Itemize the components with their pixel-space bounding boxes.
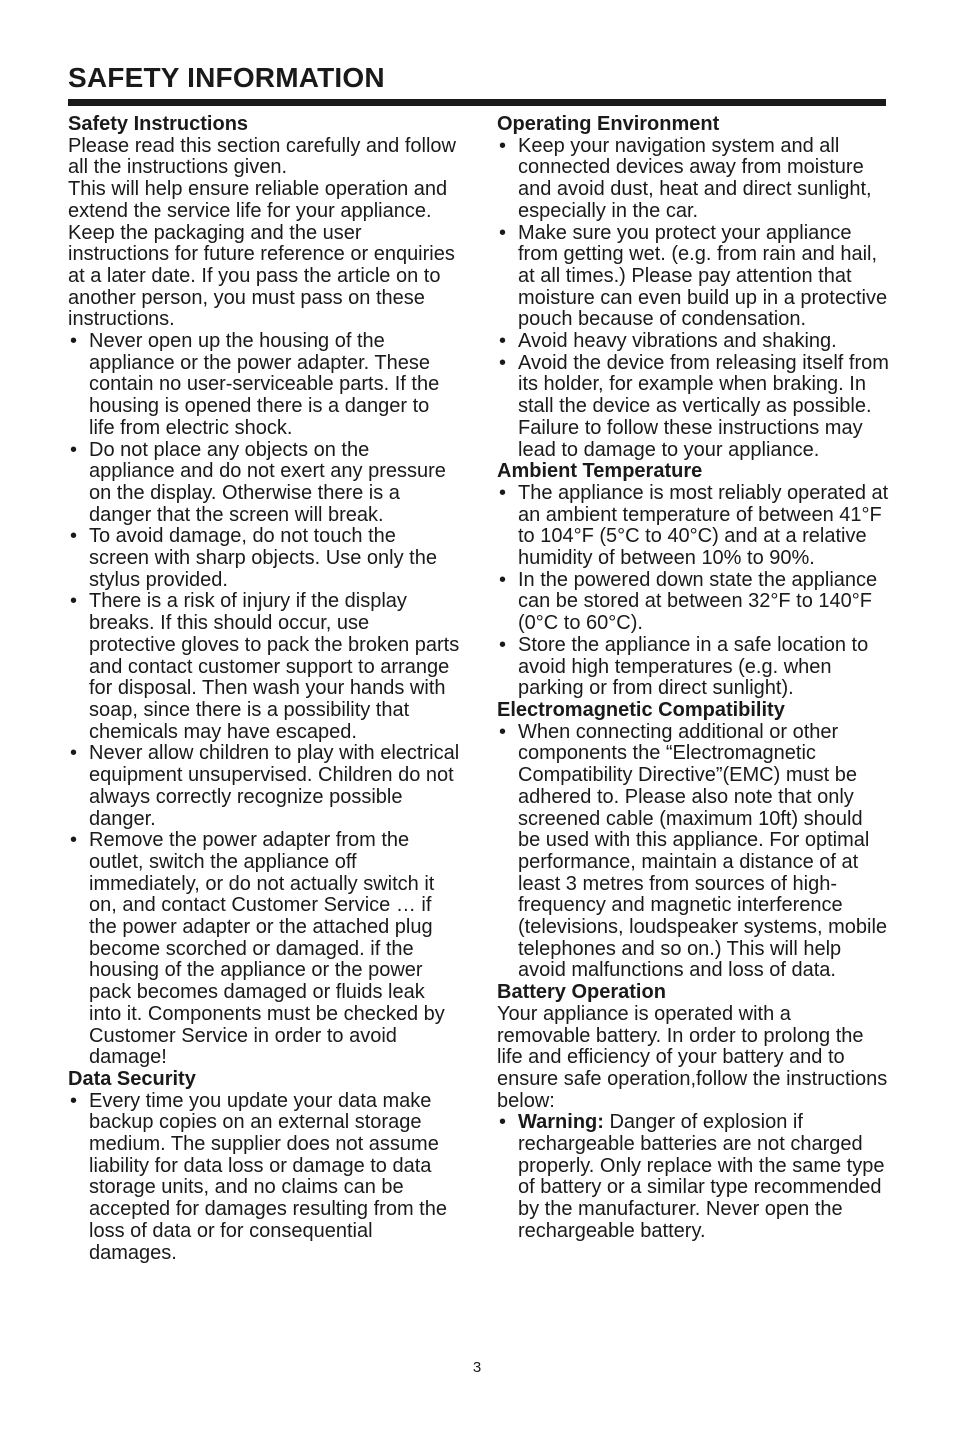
battery-bullet-list xyxy=(497,1112,889,1242)
list-item xyxy=(497,353,889,462)
ambient-temperature-heading: Ambient Temperature xyxy=(497,460,703,483)
safety-bullet-list xyxy=(68,331,460,1069)
list-item: • Store the appliance in a safe location to avoid high temperatures (e.g. when parking or from direct sunlight). xyxy=(497,635,889,700)
list-item: • Keep your navigation system and all connected devices away from moisture and avoid dust, heat and direct sunlight, especially in the car. xyxy=(497,136,889,223)
data-security-heading: Data Security xyxy=(68,1067,196,1090)
list-item: • There is a risk of injury if the display breaks. If this should occur, use protective gloves to pack the broken parts and contact customer support to arrange for disposal. Then wash your hands with soap, since there is a possibility that chemicals may have escaped. xyxy=(68,591,460,743)
list-item: • The appliance is most reliably operated at an ambient temperature of between 41°F to 104°F (5°C to 40°C) and at a relative humidity of between 10% to 90%. xyxy=(497,483,889,570)
left-column xyxy=(68,114,460,1264)
list-item: • Never allow children to play with electrical equipment unsupervised. Children do not always correctly recognize possible danger. xyxy=(68,743,460,830)
list-item: • Do not place any objects on the appliance and do not exert any pressure on the display. Otherwise there is a danger that the screen will break. xyxy=(68,440,460,527)
ambient-bullet-list xyxy=(497,483,889,700)
operating-environment-heading: Operating Environment xyxy=(497,113,720,135)
safety-instructions-heading: Safety Instructions xyxy=(68,113,249,135)
list-item-text: Avoid the device from releasing itself from its holder, for example when braking. In stall the device as vertically as possible. xyxy=(518,351,889,418)
list-item-note: Failure to follow these instructions may lead to damage to your appliance. xyxy=(518,416,863,461)
list-item: • Every time you update your data make backup copies on an external storage medium. The supplier does not assume liability for data loss or damage to data storage units, and no claims can be accepted for damages resulting from the loss of data or for consequential damages. xyxy=(68,1091,460,1265)
list-item: • Avoid heavy vibrations and shaking. xyxy=(497,331,889,353)
title-rule xyxy=(68,99,886,106)
list-item: • Remove the power adapter from the outlet, switch the appliance off immediately, or do not actually switch it on, and contact Customer Service … if the power adapter or the attached plug become scorched or damaged. if the housing of the appliance or the power pack becomes damaged or fluids leak into it. Components must be checked by Customer Service in order to avoid damage! xyxy=(68,830,460,1069)
list-item: • When connecting additional or other components the “Electromagnetic Compatibility Directive”(EMC) must be adhered to. Please also note that only screened cable (maximum 10ft) should be used with this appliance. For optimal performance, maintain a distance of at least 3 metres from sources of high-frequency and magnetic interference (televisions, loudspeaker systems, mobile telephones and so on.) This will help avoid malfunctions and loss of data. xyxy=(497,722,889,982)
safety-paragraph: This will help ensure reliable operation and extend the service life for your appliance. xyxy=(68,178,448,222)
right-column xyxy=(497,114,889,1243)
warning-text: Danger of explosion if rechargeable batteries are not charged properly. Only replace with the same type of battery or a similar type recommended by the manufacturer. Never open the rechargeable battery. xyxy=(518,1111,885,1242)
list-item: • To avoid damage, do not touch the screen with sharp objects. Use only the stylus provided. xyxy=(68,526,460,591)
battery-paragraph: Your appliance is operated with a removable battery. In order to prolong the life and efficiency of your battery and to ensure safe operation,follow the instructions below: xyxy=(497,1002,888,1112)
safety-paragraph: Please read this section carefully and follow all the instructions given. xyxy=(68,134,456,179)
page-title: SAFETY INFORMATION xyxy=(68,62,385,93)
emc-heading: Electromagnetic Compatibility xyxy=(497,698,785,721)
page-number: 3 xyxy=(472,1359,482,1376)
emc-bullet-list xyxy=(497,722,889,982)
list-item: • Never open up the housing of the appliance or the power adapter. These contain no user-serviceable parts. If the housing is opened there is a danger to life from electric shock. xyxy=(68,331,460,440)
list-item: • Make sure you protect your appliance from getting wet. (e.g. from rain and hail, at all times.) Please pay attention that moisture can even build up in a protective pouch because of condensation. xyxy=(497,223,889,332)
list-item: • In the powered down state the appliance can be stored at between 32°F to 140°F (0°C to 60°C). xyxy=(497,570,889,635)
environment-bullet-list xyxy=(497,136,889,462)
data-security-bullet-list xyxy=(68,1091,460,1265)
list-item xyxy=(497,1112,889,1242)
battery-operation-heading: Battery Operation xyxy=(497,981,666,1004)
warning-label: Warning: xyxy=(518,1111,604,1134)
safety-paragraph: Keep the packaging and the user instructions for future reference or enquiries at a later date. If you pass the article on to another person, you must pass on these instructions. xyxy=(68,221,455,331)
